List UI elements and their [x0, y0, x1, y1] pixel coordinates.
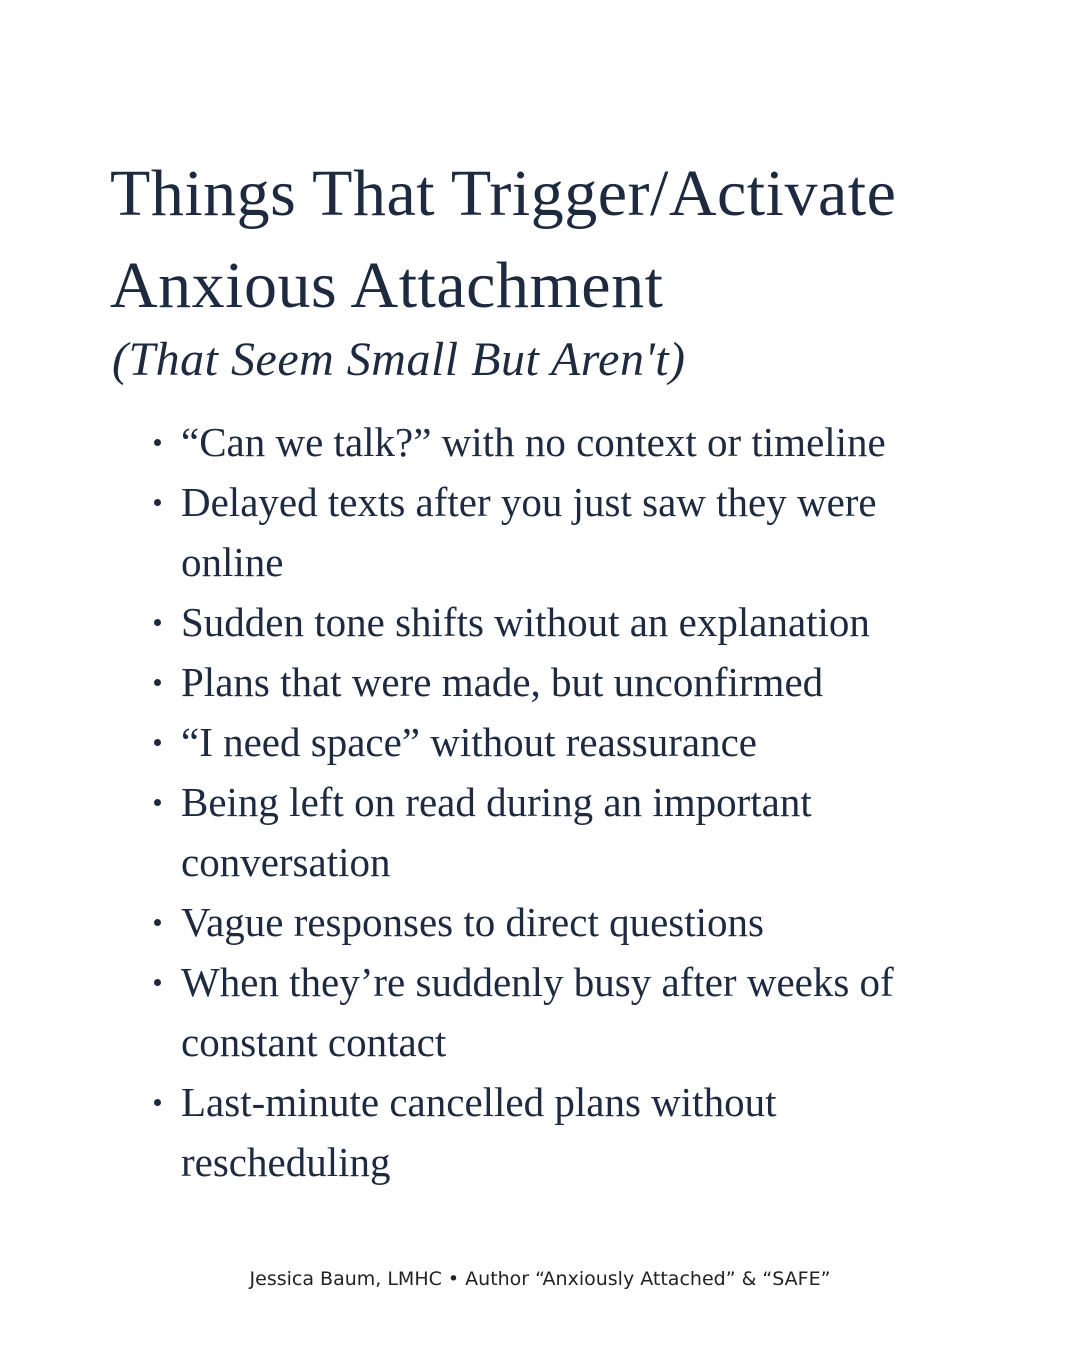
- bullet-icon: [154, 739, 161, 746]
- bullet-icon: [154, 919, 161, 926]
- page-title: Things That Trigger/Activate Anxious Attachment: [110, 157, 897, 322]
- bullet-icon: [154, 979, 161, 986]
- bullet-icon: [154, 1099, 161, 1106]
- list-item: [181, 952, 981, 1072]
- subtitle: (That Seem Small But Aren't): [112, 333, 686, 386]
- list-item: [181, 712, 981, 772]
- list-item-text: When they’re suddenly busy after weeks of constant contact: [181, 959, 894, 1065]
- author-credit: Jessica Baum, LMHC • Author “Anxiously Attached” & “SAFE”: [249, 1268, 831, 1290]
- trigger-list: [181, 412, 981, 1192]
- bullet-icon: [154, 499, 161, 506]
- list-item: [181, 472, 981, 592]
- bullet-icon: [154, 619, 161, 626]
- list-item-text: Delayed texts after you just saw they were online: [181, 479, 877, 585]
- bullet-icon: [154, 679, 161, 686]
- list-item-text: Being left on read during an important conversation: [181, 779, 812, 885]
- list-item: [181, 1072, 981, 1192]
- list-item-text: Plans that were made, but unconfirmed: [181, 659, 824, 705]
- list-item: [181, 412, 981, 472]
- list-item: [181, 652, 981, 712]
- list-item-text: “Can we talk?” with no context or timeline: [181, 419, 886, 465]
- bullet-icon: [154, 799, 161, 806]
- list-item-text: Vague responses to direct questions: [181, 899, 764, 945]
- list-item-text: Sudden tone shifts without an explanation: [181, 599, 870, 645]
- list-item: [181, 892, 981, 952]
- list-item-text: Last-minute cancelled plans without rescheduling: [181, 1079, 777, 1185]
- list-item: [181, 772, 981, 892]
- list-item: [181, 592, 981, 652]
- bullet-icon: [154, 439, 161, 446]
- list-item-text: “I need space” without reassurance: [181, 719, 757, 765]
